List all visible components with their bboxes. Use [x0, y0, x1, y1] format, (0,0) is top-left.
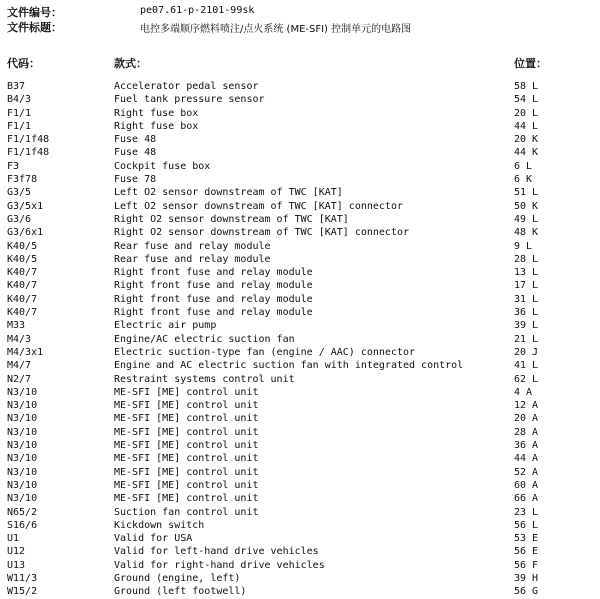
component-position: 41 L [514, 360, 539, 372]
table-row [0, 253, 600, 266]
table-row [0, 412, 600, 425]
component-code: N3/10 [7, 426, 38, 438]
component-description: Ground (left footwell) [114, 586, 247, 598]
component-description: Ground (engine, left) [114, 572, 241, 584]
table-row [0, 146, 600, 159]
component-description: Rear fuse and relay module [114, 240, 271, 252]
table-row [0, 93, 600, 106]
component-description: Accelerator pedal sensor [114, 81, 259, 92]
component-code: K40/7 [7, 307, 38, 319]
component-description: Rear fuse and relay module [114, 253, 271, 265]
table-row [0, 293, 600, 306]
component-code: M4/3x1 [7, 346, 44, 358]
table-row [0, 466, 600, 479]
doc-number-value: pe07.61-p-2101-99sk [140, 5, 255, 16]
component-code: N65/2 [7, 506, 38, 518]
component-position: 48 K [514, 227, 539, 239]
component-code: B4/3 [7, 94, 32, 106]
component-code: U12 [7, 546, 26, 558]
component-description: Right front fuse and relay module [114, 267, 313, 279]
component-position: 6 L [514, 160, 533, 172]
component-code: M4/7 [7, 360, 32, 372]
component-code: N2/7 [7, 373, 32, 385]
component-description: Fuel tank pressure sensor [114, 94, 265, 106]
component-description: Fuse 48 [114, 134, 157, 146]
column-header-position: 位置： [514, 57, 547, 70]
component-position: 36 L [514, 307, 539, 319]
component-code: G3/5x1 [7, 200, 44, 212]
component-code: F1/1 [7, 107, 32, 119]
component-description: Left O2 sensor downstream of TWC [KAT] connector [114, 200, 403, 212]
component-description: Fuse 48 [114, 147, 157, 159]
component-code: N3/10 [7, 466, 38, 478]
component-code: W11/3 [7, 572, 38, 584]
component-description: Cockpit fuse box [114, 160, 211, 172]
table-row [0, 346, 600, 359]
component-description: Valid for left-hand drive vehicles [114, 546, 319, 558]
component-code: G3/6 [7, 213, 32, 225]
component-position: 6 K [514, 174, 533, 186]
component-position: 9 L [514, 240, 533, 252]
component-code: K40/7 [7, 293, 38, 305]
component-code: N3/10 [7, 453, 38, 465]
component-description: Engine and AC electric suction fan with integrated control [114, 360, 464, 372]
component-code: U13 [7, 559, 26, 571]
table-row [0, 559, 600, 572]
component-code: M33 [7, 320, 26, 332]
doc-title-value: 电控多端顺序燃料喷注/点火系统 (ME-SFI) 控制单元的电路图 [140, 24, 412, 35]
table-row [0, 240, 600, 253]
component-code: F3 [7, 160, 20, 172]
component-description: Right front fuse and relay module [114, 280, 313, 292]
table-row [0, 506, 600, 519]
component-code: M4/3 [7, 333, 32, 345]
component-code: N3/10 [7, 493, 38, 505]
table-row [0, 439, 600, 452]
table-row [0, 572, 600, 585]
component-description: Right O2 sensor downstream of TWC [KAT] connector [114, 227, 410, 239]
table-row [0, 452, 600, 465]
component-code: U1 [7, 533, 20, 545]
component-position: 20 J [514, 346, 539, 358]
component-table [0, 80, 600, 599]
component-code: W15/2 [7, 586, 38, 598]
component-code: K40/7 [7, 267, 38, 279]
component-position: 44 A [514, 453, 539, 465]
component-description: Right O2 sensor downstream of TWC [KAT] [114, 213, 349, 225]
component-description: Right fuse box [114, 107, 199, 119]
table-row [0, 200, 600, 213]
component-position: 28 A [514, 426, 539, 438]
component-description: Electric suction-type fan (engine / AAC) connector [114, 346, 416, 358]
component-code: F3f78 [7, 174, 38, 186]
component-description: Valid for USA [114, 533, 193, 545]
table-row [0, 319, 600, 332]
component-description: Restraint systems control unit [114, 373, 295, 385]
component-code: N3/10 [7, 386, 38, 398]
table-row [0, 133, 600, 146]
component-position: 17 L [514, 280, 539, 292]
component-position: 20 A [514, 413, 539, 425]
component-description: ME-SFI [ME] control unit [114, 400, 259, 412]
table-row [0, 333, 600, 346]
component-position: 36 A [514, 440, 539, 452]
component-position: 56 F [514, 559, 539, 571]
table-row [0, 386, 600, 399]
component-position: 66 A [514, 493, 539, 505]
component-code: N3/10 [7, 479, 38, 491]
component-position: 39 H [514, 572, 539, 584]
component-description: Right front fuse and relay module [114, 293, 313, 305]
component-position: 20 L [514, 107, 539, 119]
component-position: 12 A [514, 400, 539, 412]
doc-number-label: 文件编号： [7, 6, 62, 19]
component-description: Left O2 sensor downstream of TWC [KAT] [114, 187, 343, 199]
component-position: 56 L [514, 519, 539, 531]
component-position: 51 L [514, 187, 539, 199]
component-description: Kickdown switch [114, 519, 205, 531]
component-description: Electric air pump [114, 320, 217, 332]
component-code: F1/1f48 [7, 147, 50, 159]
component-position: 21 L [514, 333, 539, 345]
component-position: 23 L [514, 506, 539, 518]
component-description: Right front fuse and relay module [114, 307, 313, 319]
component-description: ME-SFI [ME] control unit [114, 386, 259, 398]
table-row [0, 160, 600, 173]
component-description: Suction fan control unit [114, 506, 259, 518]
table-row [0, 173, 600, 186]
component-position: 20 K [514, 134, 539, 146]
component-code: F1/1 [7, 120, 32, 132]
component-position: 60 A [514, 479, 539, 491]
component-position: 31 L [514, 293, 539, 305]
table-row [0, 186, 600, 199]
component-position: 52 A [514, 466, 539, 478]
component-code: K40/5 [7, 240, 38, 252]
component-code: G3/5 [7, 187, 32, 199]
table-row [0, 226, 600, 239]
component-description: ME-SFI [ME] control unit [114, 440, 259, 452]
component-position: 56 G [514, 586, 539, 598]
table-row [0, 266, 600, 279]
table-row [0, 426, 600, 439]
component-position: 49 L [514, 213, 539, 225]
component-code: N3/10 [7, 413, 38, 425]
doc-title-label: 文件标题： [7, 21, 62, 34]
table-row [0, 532, 600, 545]
component-description: Engine/AC electric suction fan [114, 333, 295, 345]
component-description: ME-SFI [ME] control unit [114, 413, 259, 425]
component-description: Fuse 78 [114, 174, 157, 186]
table-row [0, 492, 600, 505]
component-code: N3/10 [7, 400, 38, 412]
table-row [0, 519, 600, 532]
table-row [0, 585, 600, 598]
table-row [0, 279, 600, 292]
component-description: Right fuse box [114, 120, 199, 132]
component-position: 54 L [514, 94, 539, 106]
component-position: 44 K [514, 147, 539, 159]
column-header-code: 代码： [7, 57, 40, 70]
table-row [0, 120, 600, 133]
component-position: 50 K [514, 200, 539, 212]
component-position: 62 L [514, 373, 539, 385]
component-position: 28 L [514, 253, 539, 265]
component-code: G3/6x1 [7, 227, 44, 239]
table-row [0, 306, 600, 319]
component-description: ME-SFI [ME] control unit [114, 479, 259, 491]
table-row [0, 545, 600, 558]
table-row [0, 373, 600, 386]
component-description: Valid for right-hand drive vehicles [114, 559, 325, 571]
component-position: 53 E [514, 533, 539, 545]
component-position: 39 L [514, 320, 539, 332]
component-description: ME-SFI [ME] control unit [114, 426, 259, 438]
table-row [0, 107, 600, 120]
component-code: K40/5 [7, 253, 38, 265]
component-description: ME-SFI [ME] control unit [114, 466, 259, 478]
table-row [0, 80, 600, 93]
component-code: F1/1f48 [7, 134, 50, 146]
table-row [0, 399, 600, 412]
column-header-description: 款式： [114, 57, 147, 70]
table-row [0, 359, 600, 372]
component-position: 58 L [514, 81, 539, 92]
component-code: N3/10 [7, 440, 38, 452]
component-code: K40/7 [7, 280, 38, 292]
table-row [0, 213, 600, 226]
component-code: S16/6 [7, 519, 38, 531]
component-code: B37 [7, 81, 26, 92]
component-position: 44 L [514, 120, 539, 132]
component-position: 4 A [514, 386, 533, 398]
component-description: ME-SFI [ME] control unit [114, 493, 259, 505]
component-description: ME-SFI [ME] control unit [114, 453, 259, 465]
table-row [0, 479, 600, 492]
component-position: 56 E [514, 546, 539, 558]
component-position: 13 L [514, 267, 539, 279]
